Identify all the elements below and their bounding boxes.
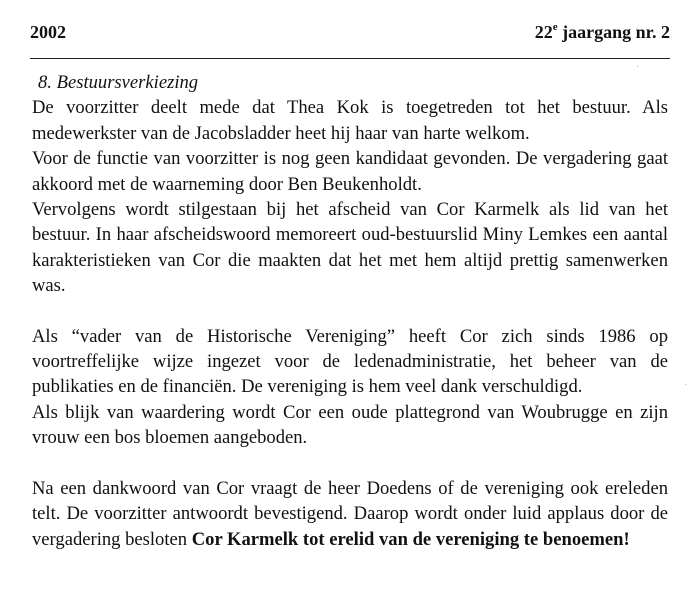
paragraph-spacer: [32, 299, 668, 324]
scan-speck: ·: [684, 380, 688, 391]
document-body: [32, 70, 668, 552]
paragraph-new-board-member: De voorzitter deelt mede dat Thea Kok is toegetreden tot het bestuur. Als medewerkster van de Jacobsladder heet hij haar van harte welkom.: [32, 97, 668, 144]
paragraph-gift: Als blijk van waardering wordt Cor een oude plattegrond van Woubrugge en zijn vrouw een bos bloemen aangeboden.: [32, 401, 668, 449]
issue-superscript: e: [552, 21, 558, 33]
section-title: 8. Bestuursverkiezing: [38, 72, 199, 93]
paragraph-honorary-member: [32, 476, 668, 552]
paragraph-tribute: Als “vader van de Historische Vereniging” heeft Cor zich sinds 1986 op voortreffelijke wijze ingezet voor de ledenadministratie, het beheer van de publikaties en de financiën. De vereniging is hem veel dank verschuldigd.: [32, 325, 668, 398]
paragraph-chair-vacancy: Voor de functie van voorzitter is nog geen kandidaat gevonden. De vergadering gaat akkoord met de waarneming door Ben Beukenholdt.: [32, 148, 668, 195]
header-issue: [535, 22, 670, 43]
page-header: [30, 22, 670, 46]
header-year: 2002: [30, 22, 66, 42]
issue-label: jaargang nr. 2: [557, 22, 670, 42]
header-rule: [30, 58, 670, 59]
scan-speck: ·: [636, 62, 640, 73]
closing-bold-text: Cor Karmelk tot erelid van de vereniging te benoemen!: [191, 528, 630, 550]
closing-text: Na een dankwoord van Cor vraagt de heer Doedens of de vereniging ook ereleden telt. De voorzitter antwoordt bevestigend. Daarop wordt onder luid applaus door de vergadering besloten: [32, 477, 668, 550]
paragraph-farewell: Vervolgens wordt stilgestaan bij het afscheid van Cor Karmelk als lid van het bestuur. In haar afscheidswoord memoreert oud-bestuurslid Miny Lemkes een aantal karakteristieken van Cor die maakten dat het met hem altijd prettig samenwerken was.: [32, 199, 668, 297]
paragraph-spacer: [32, 451, 668, 476]
issue-number: 22: [534, 22, 553, 42]
